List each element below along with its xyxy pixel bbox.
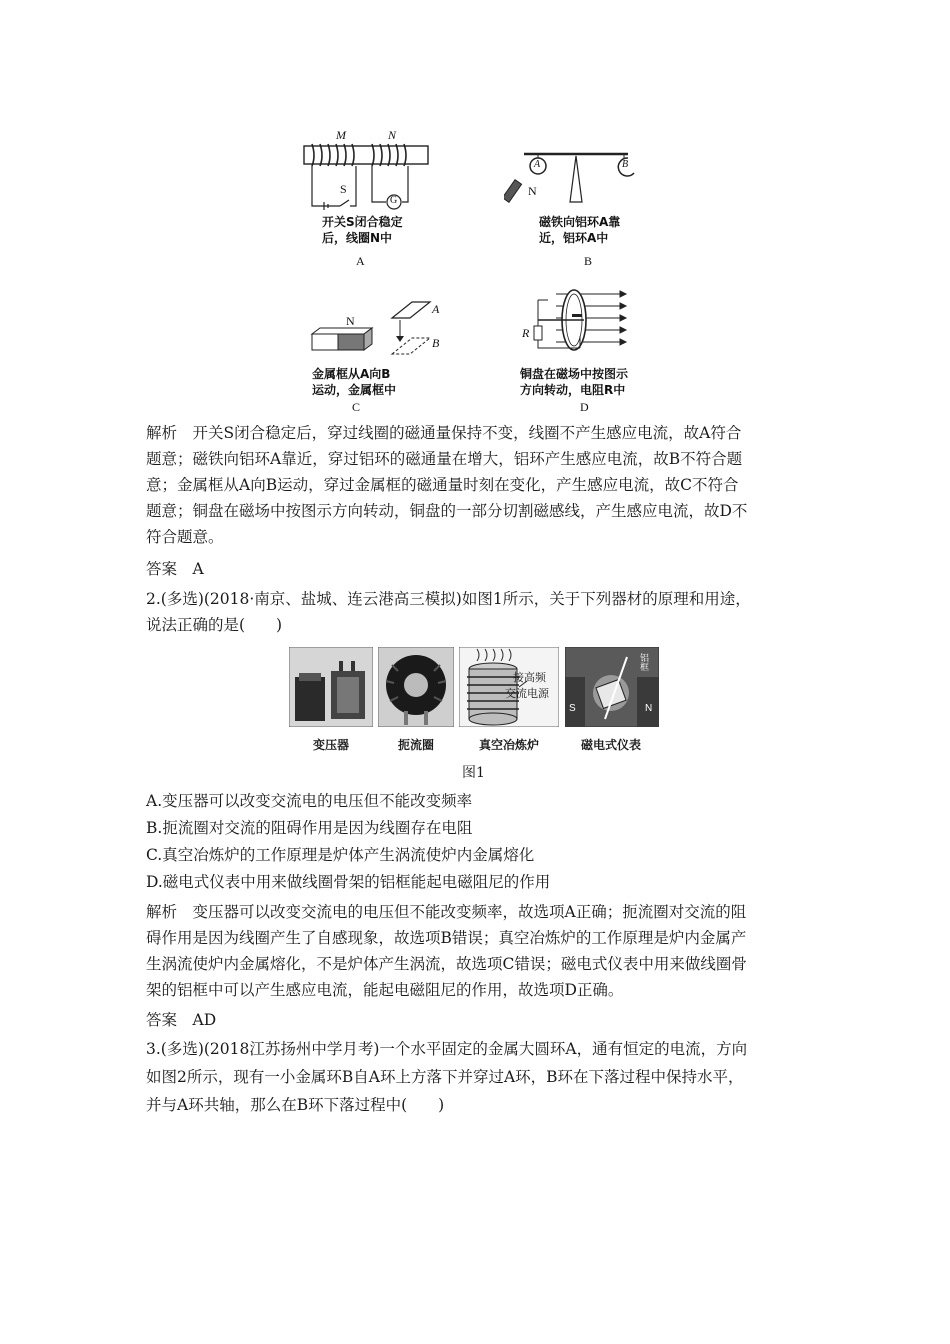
- figure-c-caption-2: 运动，金属框中: [312, 383, 397, 397]
- analysis2-line-2: 碍作用是因为线圈产生了自感现象，故选项B错误；真空冶炼炉的工作原理是炉内金属产: [146, 929, 747, 947]
- photo-label-choke: 扼流圈: [397, 738, 434, 752]
- figure-b-caption-1: 磁铁向铝环A靠: [539, 215, 621, 229]
- figure-c-drawing: [308, 296, 448, 360]
- figure-1-title: 图1: [462, 765, 485, 781]
- position-a-label: A: [432, 302, 440, 316]
- figure-b-drawing: [504, 140, 648, 208]
- switch-s-label: S: [340, 182, 347, 196]
- analysis1-line-4: 题意；铜盘在磁场中按图示方向转动，铜盘的一部分切割磁感线，产生感应电流，故D不: [146, 502, 748, 520]
- analysis1-line-2: 题意；磁铁向铝环A靠近，穿过铝环的磁通量在增大，铝环产生感应电流，故B不符合题: [146, 450, 743, 468]
- figure-a-caption-1: 开关S闭合稳定: [322, 215, 403, 229]
- figure-b: [504, 140, 648, 208]
- figure-b-letter: B: [584, 254, 593, 268]
- coil-n-label: N: [388, 128, 397, 142]
- meter-s-label: S: [569, 703, 576, 714]
- option-d: D.磁电式仪表中用来做线圈骨架的铝框能起电磁阻尼的作用: [146, 873, 551, 891]
- photo-transformer: [289, 647, 373, 727]
- figure-d-caption-2: 方向转动，电阻R中: [520, 383, 626, 397]
- photo-choke-coil: [378, 647, 454, 727]
- resistor-r-label: R: [522, 326, 530, 340]
- figure-a: [296, 128, 436, 218]
- transformer-picture: [289, 647, 373, 727]
- photo-meter: [565, 647, 659, 727]
- answer1: 答案 A: [146, 560, 204, 578]
- option-a: A.变压器可以改变交流电的电压但不能改变频率: [146, 792, 473, 810]
- figure-c-caption-1: 金属框从A向B: [312, 367, 391, 381]
- question3-line-1: 3.(多选)(2018江苏扬州中学月考)一个水平固定的金属大圆环A，通有恒定的电流，方向: [146, 1040, 748, 1058]
- answer2: 答案 AD: [146, 1011, 217, 1029]
- position-b-label: B: [432, 336, 440, 350]
- analysis1-line-1: 解析 开关S闭合稳定后，穿过线圈的磁通量保持不变，线圈不产生感应电流，故A符合: [146, 424, 742, 442]
- figure-c: [308, 296, 448, 360]
- option-c: C.真空冶炼炉的工作原理是炉体产生涡流使炉内金属熔化: [146, 846, 535, 864]
- analysis2-line-4: 架的铝框中可以产生感应电流，能起电磁阻尼的作用，故选项D正确。: [146, 981, 624, 999]
- coil-m-label: M: [336, 128, 346, 142]
- figure-d-drawing: [528, 286, 632, 362]
- analysis2-line-3: 生涡流使炉内金属熔化，不是炉体产生涡流，故选项C错误；磁电式仪表中用来做线圈骨: [146, 955, 747, 973]
- meter-n-label: N: [645, 703, 653, 714]
- figure-a-caption-2: 后，线圈N中: [322, 231, 393, 245]
- figure-d-letter: D: [580, 400, 589, 414]
- magnet-n-label: N: [528, 184, 537, 198]
- figure-d: [522, 286, 632, 362]
- figure-c-letter: C: [352, 400, 361, 414]
- figure-d-caption-1: 铜盘在磁场中按图示: [520, 367, 629, 381]
- photo-label-furnace: 真空冶炼炉: [478, 738, 539, 752]
- ring-b-label: B: [622, 159, 629, 170]
- figure-b-caption-2: 近，铝环A中: [539, 231, 609, 245]
- furnace-label-2: 交流电源: [505, 687, 549, 700]
- furnace-label-1: 接高频: [513, 671, 546, 684]
- photo-label-transformer: 变压器: [312, 738, 349, 752]
- analysis2-line-1: 解析 变压器可以改变交流电的电压但不能改变频率，故选项A正确；扼流圈对交流的阻: [146, 903, 747, 921]
- photo-label-meter: 磁电式仪表: [580, 738, 641, 752]
- choke-coil-picture: [378, 647, 454, 727]
- meter-frame-label: 铝框: [638, 653, 648, 671]
- analysis1-line-3: 意；金属框从A向B运动，穿过金属框的磁通量时刻在变化，产生感应电流，故C不符合: [146, 476, 739, 494]
- figure-a-letter: A: [356, 254, 365, 268]
- ring-a-label: A: [534, 159, 541, 170]
- galvanometer-label: G: [390, 195, 398, 206]
- analysis1-line-5: 符合题意。: [146, 528, 224, 546]
- figure-a-drawing: [296, 128, 436, 218]
- photo-vacuum-furnace: [459, 647, 559, 727]
- question2-line-2: 说法正确的是( ): [146, 616, 283, 634]
- option-b: B.扼流圈对交流的阻碍作用是因为线圈存在电阻: [146, 819, 473, 837]
- question3-line-2: 如图2所示，现有一小金属环B自A环上方落下并穿过A环，B环在下落过程中保持水平，: [146, 1068, 744, 1086]
- magnet-n-label-c: N: [346, 314, 355, 328]
- question2-line-1: 2.(多选)(2018·南京、盐城、连云港高三模拟)如图1所示，关于下列器材的原理和用途，: [146, 590, 751, 608]
- question3-line-3: 并与A环共轴，那么在B环下落过程中( ): [146, 1096, 445, 1114]
